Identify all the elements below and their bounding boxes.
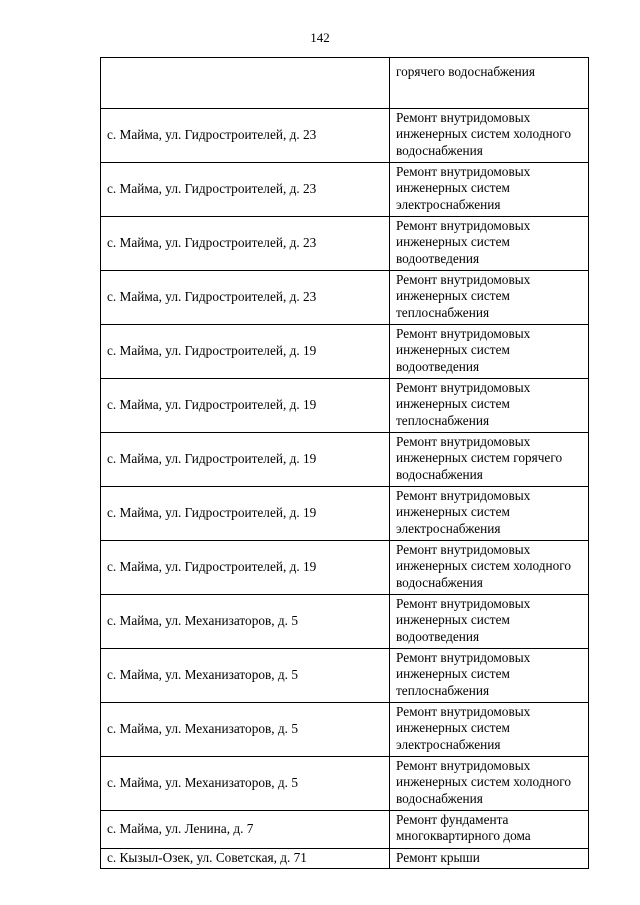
table-row bbox=[101, 433, 589, 487]
address-cell: с. Майма, ул. Ленина, д. 7 bbox=[101, 811, 390, 849]
work-type-cell: Ремонт крыши bbox=[390, 849, 589, 869]
work-type-cell: Ремонт внутридомовых инженерных систем электроснабжения bbox=[390, 163, 589, 217]
table-row bbox=[101, 649, 589, 703]
table-row bbox=[101, 379, 589, 433]
table-row bbox=[101, 58, 589, 109]
address-cell: с. Кызыл-Озек, ул. Советская, д. 71 bbox=[101, 849, 390, 869]
work-type-cell: Ремонт внутридомовых инженерных систем электроснабжения bbox=[390, 703, 589, 757]
work-type-cell: Ремонт фундамента многоквартирного дома bbox=[390, 811, 589, 849]
address-cell: с. Майма, ул. Гидростроителей, д. 19 bbox=[101, 541, 390, 595]
work-type-cell: горячего водоснабжения bbox=[390, 58, 589, 109]
address-cell: с. Майма, ул. Гидростроителей, д. 19 bbox=[101, 325, 390, 379]
address-cell: с. Майма, ул. Гидростроителей, д. 19 bbox=[101, 379, 390, 433]
work-type-cell: Ремонт внутридомовых инженерных систем холодного водоснабжения bbox=[390, 109, 589, 163]
table-row bbox=[101, 595, 589, 649]
table-row bbox=[101, 109, 589, 163]
table-row bbox=[101, 703, 589, 757]
works-table bbox=[100, 57, 589, 869]
work-type-cell: Ремонт внутридомовых инженерных систем теплоснабжения bbox=[390, 271, 589, 325]
work-type-cell: Ремонт внутридомовых инженерных систем водоотведения bbox=[390, 217, 589, 271]
table-row bbox=[101, 217, 589, 271]
table-row bbox=[101, 541, 589, 595]
table-row bbox=[101, 849, 589, 869]
address-cell: с. Майма, ул. Гидростроителей, д. 23 bbox=[101, 271, 390, 325]
address-cell: с. Майма, ул. Гидростроителей, д. 23 bbox=[101, 217, 390, 271]
work-type-cell: Ремонт внутридомовых инженерных систем теплоснабжения bbox=[390, 649, 589, 703]
work-type-cell: Ремонт внутридомовых инженерных систем водоотведения bbox=[390, 595, 589, 649]
work-type-cell: Ремонт внутридомовых инженерных систем холодного водоснабжения bbox=[390, 757, 589, 811]
work-type-cell: Ремонт внутридомовых инженерных систем холодного водоснабжения bbox=[390, 541, 589, 595]
table-row bbox=[101, 271, 589, 325]
address-cell: с. Майма, ул. Гидростроителей, д. 23 bbox=[101, 163, 390, 217]
address-cell: с. Майма, ул. Механизаторов, д. 5 bbox=[101, 595, 390, 649]
work-type-cell: Ремонт внутридомовых инженерных систем горячего водоснабжения bbox=[390, 433, 589, 487]
table-row bbox=[101, 811, 589, 849]
work-type-cell: Ремонт внутридомовых инженерных систем электроснабжения bbox=[390, 487, 589, 541]
address-cell: с. Майма, ул. Механизаторов, д. 5 bbox=[101, 703, 390, 757]
address-cell: с. Майма, ул. Механизаторов, д. 5 bbox=[101, 757, 390, 811]
address-cell: с. Майма, ул. Гидростроителей, д. 19 bbox=[101, 433, 390, 487]
address-cell: с. Майма, ул. Гидростроителей, д. 23 bbox=[101, 109, 390, 163]
address-cell: с. Майма, ул. Гидростроителей, д. 19 bbox=[101, 487, 390, 541]
work-type-cell: Ремонт внутридомовых инженерных систем теплоснабжения bbox=[390, 379, 589, 433]
address-cell bbox=[101, 58, 390, 109]
work-type-cell: Ремонт внутридомовых инженерных систем водоотведения bbox=[390, 325, 589, 379]
page-number: 142 bbox=[310, 30, 330, 45]
table-row bbox=[101, 487, 589, 541]
table-row bbox=[101, 163, 589, 217]
table-row bbox=[101, 325, 589, 379]
table-row bbox=[101, 757, 589, 811]
address-cell: с. Майма, ул. Механизаторов, д. 5 bbox=[101, 649, 390, 703]
